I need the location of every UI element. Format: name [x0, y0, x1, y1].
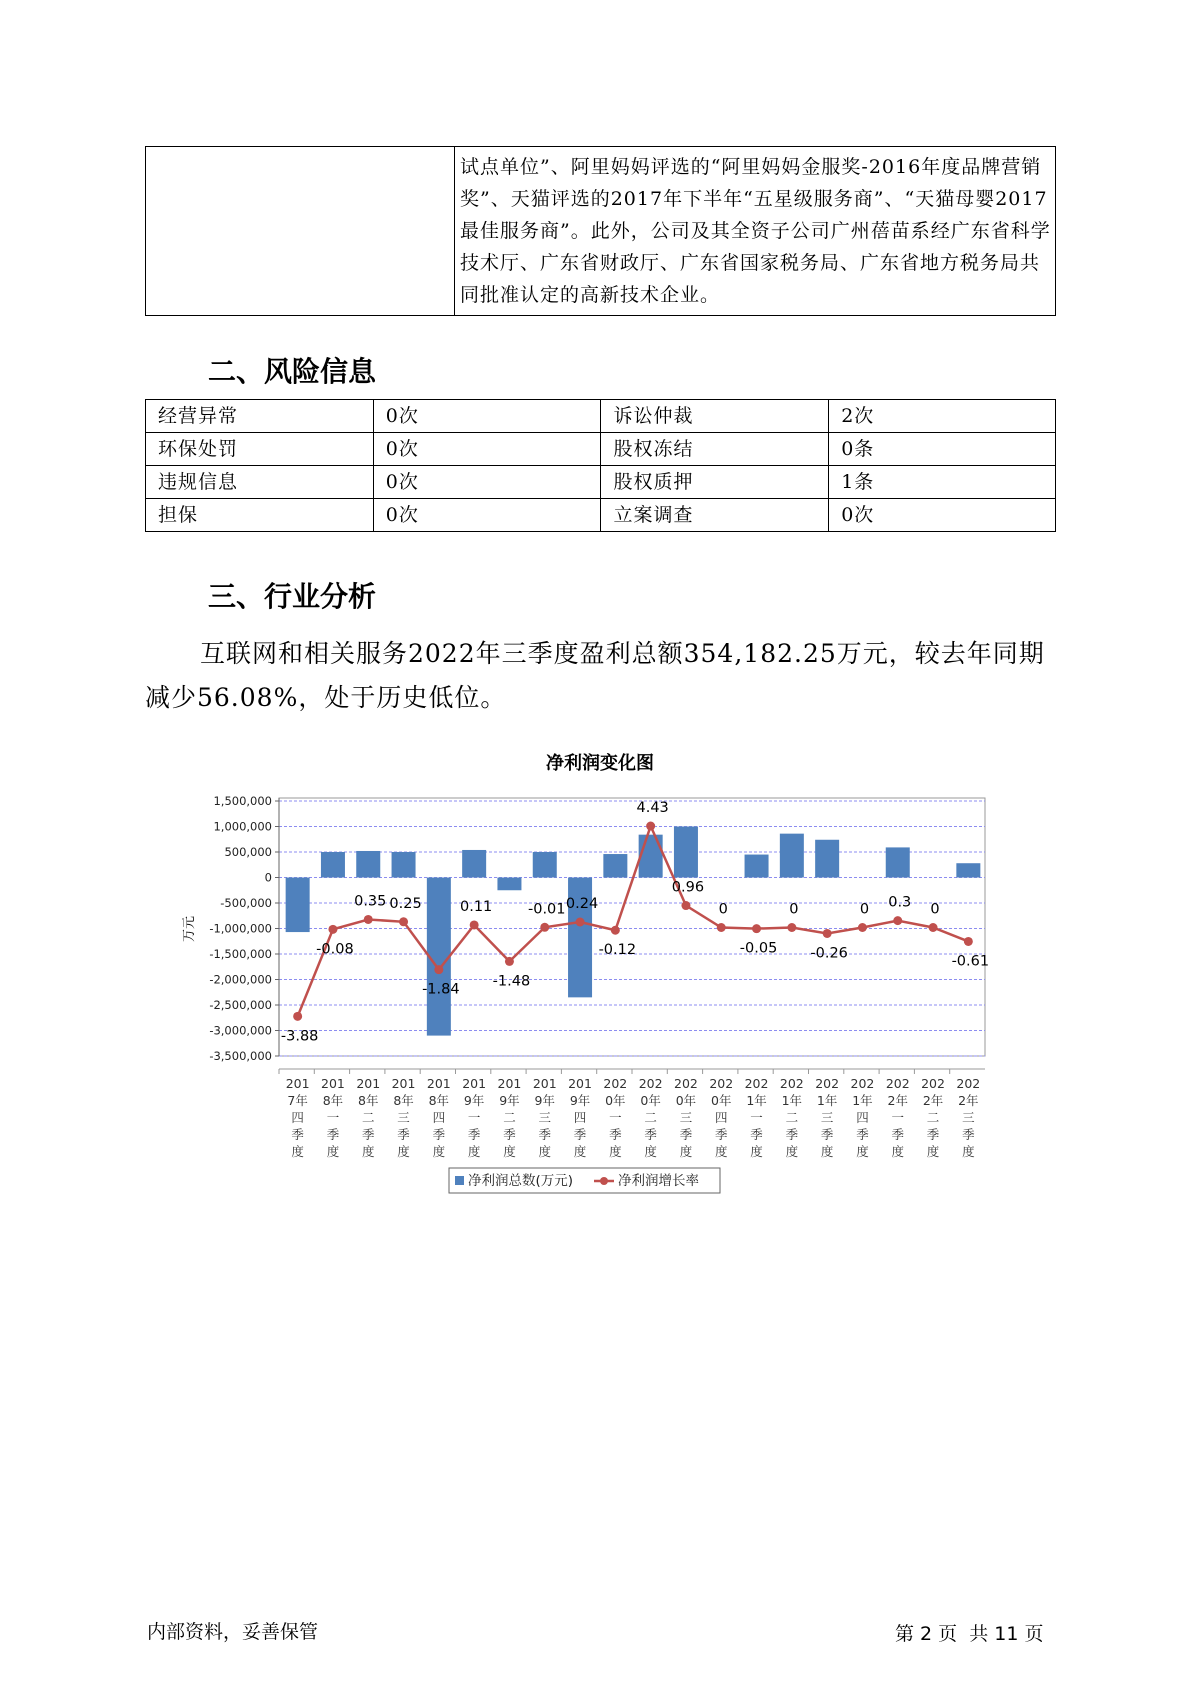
intro-table	[145, 146, 1056, 316]
gridlines	[279, 801, 985, 1056]
bar	[321, 852, 345, 878]
x-tick-label: 季	[538, 1127, 552, 1142]
x-tick-label: 季	[609, 1127, 622, 1142]
x-tick-label: 度	[679, 1144, 693, 1159]
x-tick-label: 201	[532, 1076, 557, 1091]
left-tick-label: 1,000,000	[213, 819, 272, 834]
data-label: 0	[930, 901, 940, 918]
legend-label: 净利润增长率	[618, 1173, 699, 1189]
x-tick-label: 9年	[534, 1093, 555, 1108]
data-label: -1.84	[422, 981, 460, 998]
x-tick-label: 季	[291, 1127, 304, 1142]
x-tick-label: 二	[785, 1110, 799, 1125]
intro-table-empty-cell	[146, 147, 455, 316]
x-tick-label: 度	[820, 1144, 834, 1159]
bar-series	[286, 827, 981, 1036]
x-tick-label: 8年	[428, 1093, 450, 1108]
x-tick-label: 三	[679, 1110, 693, 1125]
x-tick-label: 一	[467, 1110, 481, 1125]
data-label: -0.26	[810, 945, 848, 962]
bar	[886, 847, 910, 877]
x-tick-label: 度	[962, 1144, 975, 1159]
x-tick-label: 度	[291, 1144, 304, 1159]
x-tick-label: 三	[397, 1110, 410, 1125]
x-axis-labels	[279, 1069, 980, 1159]
x-tick-label: 度	[326, 1144, 340, 1159]
x-tick-label: 一	[609, 1110, 622, 1125]
x-tick-label: 度	[361, 1144, 375, 1159]
x-tick-label: 202	[885, 1076, 910, 1091]
x-tick-label: 1年	[781, 1093, 803, 1108]
x-tick-label: 201	[462, 1076, 487, 1091]
risk-item-label: 诉讼仲裁	[601, 400, 829, 433]
x-tick-label: 一	[326, 1110, 340, 1125]
x-tick-label: 季	[856, 1127, 869, 1142]
section-title-industry: 三、行业分析	[208, 580, 377, 613]
risk-item-value: 2次	[829, 400, 1056, 433]
data-label: -3.88	[280, 1028, 319, 1045]
left-tick-label: 1,500,000	[213, 794, 272, 808]
x-tick-label: 四	[714, 1110, 728, 1125]
bar	[286, 878, 310, 933]
data-label: -0.01	[527, 901, 566, 918]
x-tick-label: 一	[891, 1110, 905, 1125]
line-point	[717, 923, 726, 932]
left-tick-label: -3,000,000	[209, 1023, 272, 1038]
risk-item-label: 股权质押	[601, 466, 829, 499]
line-point	[576, 918, 585, 927]
x-tick-label: 季	[820, 1127, 834, 1142]
x-tick-label: 季	[573, 1127, 587, 1142]
x-tick-label: 201	[356, 1076, 381, 1091]
x-tick-label: 二	[503, 1110, 516, 1125]
line-point	[505, 957, 514, 966]
data-label: 0.11	[460, 898, 493, 915]
data-label: 0	[789, 901, 799, 918]
bar	[674, 827, 698, 878]
x-tick-label: 二	[644, 1110, 657, 1125]
data-label: -0.61	[951, 953, 990, 970]
x-tick-label: 季	[361, 1127, 375, 1142]
risk-info-table	[145, 399, 1056, 532]
footer-left: 内部资料，妥善保管	[147, 1621, 319, 1643]
x-tick-label: 202	[709, 1076, 734, 1091]
bar	[745, 855, 769, 878]
x-tick-label: 季	[750, 1127, 763, 1142]
x-tick-label: 度	[714, 1144, 728, 1159]
footer-page-number: 第 2 页 共 11 页	[895, 1623, 1044, 1645]
x-tick-label: 度	[538, 1144, 552, 1159]
line-point	[540, 923, 549, 932]
line-point	[646, 822, 655, 831]
x-tick-label: 1年	[852, 1093, 873, 1108]
x-tick-label: 季	[503, 1127, 516, 1142]
x-tick-label: 度	[785, 1144, 799, 1159]
risk-row	[146, 400, 1056, 433]
risk-row	[146, 433, 1056, 466]
risk-item-value: 0次	[829, 499, 1056, 532]
x-tick-label: 2年	[922, 1093, 944, 1108]
line-point	[470, 920, 479, 929]
bar	[639, 835, 663, 878]
x-tick-label: 201	[321, 1076, 345, 1091]
left-tick-label: 0	[264, 870, 272, 885]
x-tick-label: 季	[891, 1127, 905, 1142]
bar	[956, 863, 980, 877]
x-tick-label: 1年	[816, 1093, 838, 1108]
left-tick-label: -1,500,000	[209, 947, 272, 961]
risk-item-value: 0条	[829, 433, 1056, 466]
left-tick-label: -2,500,000	[209, 998, 272, 1012]
x-tick-label: 7年	[287, 1093, 308, 1108]
x-tick-label: 0年	[640, 1093, 661, 1108]
risk-row	[146, 499, 1056, 532]
legend-label: 净利润总数(万元)	[468, 1173, 574, 1189]
line-point	[328, 925, 337, 934]
line-point	[752, 924, 761, 933]
x-tick-label: 度	[891, 1144, 905, 1159]
x-tick-label: 度	[609, 1144, 622, 1159]
chart-title: 净利润变化图	[546, 753, 654, 774]
plot-frame	[279, 798, 985, 1056]
risk-item-label: 股权冻结	[601, 433, 829, 466]
net-profit-chart	[170, 745, 990, 1205]
x-tick-label: 二	[926, 1110, 940, 1125]
x-tick-label: 度	[573, 1144, 587, 1159]
line-point	[858, 923, 867, 932]
bar	[815, 840, 839, 878]
x-tick-label: 0年	[675, 1093, 697, 1108]
line-point	[893, 916, 902, 925]
bar	[462, 850, 486, 878]
section-title-risk: 二、风险信息	[208, 355, 377, 388]
x-tick-label: 二	[361, 1110, 375, 1125]
x-tick-label: 四	[291, 1110, 304, 1125]
x-tick-label: 0年	[711, 1093, 732, 1108]
intro-table-text: 试点单位”、阿里妈妈评选的“阿里妈妈金服奖-2016年度品牌营销奖”、天猫评选的2017年下半年“五星级服务商”、“天猫母婴2017最佳服务商”。此外，公司及其全资子公司广州蓓苗系经广东省科学技术厅、广东省财政厅、广东省国家税务局、广东省地方税务局共同批准认定的高新技术企业。	[455, 147, 1056, 316]
bar	[497, 878, 521, 891]
x-tick-label: 202	[744, 1076, 769, 1091]
data-label: 0.3	[888, 894, 912, 911]
x-tick-label: 202	[956, 1076, 981, 1091]
x-tick-label: 季	[397, 1127, 410, 1142]
industry-paragraph: 互联网和相关服务2022年三季度盈利总额354,182.25万元，较去年同期减少56.08%，处于历史低位。	[145, 639, 1045, 712]
x-tick-label: 季	[467, 1127, 481, 1142]
x-tick-label: 8年	[358, 1093, 379, 1108]
x-tick-label: 季	[926, 1127, 940, 1142]
data-label: 0	[859, 901, 870, 918]
x-tick-label: 季	[679, 1127, 693, 1142]
data-label: -1.48	[492, 973, 531, 990]
chart-legend	[449, 1168, 720, 1193]
bar	[780, 834, 804, 878]
x-tick-label: 2年	[958, 1093, 979, 1108]
x-tick-label: 度	[750, 1144, 763, 1159]
x-tick-label: 201	[285, 1076, 310, 1091]
x-tick-label: 季	[644, 1127, 657, 1142]
line-point	[399, 917, 408, 926]
x-tick-label: 8年	[322, 1093, 344, 1108]
data-label: 0.25	[389, 895, 422, 912]
x-tick-label: 三	[962, 1110, 975, 1125]
x-tick-label: 度	[644, 1144, 657, 1159]
risk-item-value: 0次	[373, 433, 601, 466]
x-tick-label: 季	[962, 1127, 975, 1142]
data-label: 0	[718, 901, 728, 918]
data-label: 0.35	[354, 893, 387, 910]
risk-row	[146, 466, 1056, 499]
data-label: -0.05	[739, 940, 778, 957]
line-point	[964, 937, 973, 946]
line-point	[364, 915, 373, 924]
x-tick-label: 202	[674, 1076, 698, 1091]
data-label: 0.96	[671, 879, 705, 896]
risk-item-value: 0次	[373, 466, 601, 499]
x-tick-label: 度	[856, 1144, 869, 1159]
left-tick-label: -2,000,000	[209, 972, 272, 987]
x-tick-label: 度	[432, 1144, 446, 1159]
line-point	[823, 929, 832, 938]
x-tick-label: 季	[785, 1127, 799, 1142]
x-tick-label: 度	[467, 1144, 481, 1159]
x-tick-label: 202	[815, 1076, 840, 1091]
x-tick-label: 四	[573, 1110, 587, 1125]
x-tick-label: 202	[638, 1076, 663, 1091]
line-point	[929, 923, 938, 932]
x-tick-label: 202	[779, 1076, 804, 1091]
x-tick-label: 度	[397, 1144, 410, 1159]
x-tick-label: 0年	[605, 1093, 626, 1108]
bar	[603, 854, 627, 877]
x-tick-label: 季	[326, 1127, 340, 1142]
x-tick-label: 度	[926, 1144, 940, 1159]
left-tick-label: 500,000	[224, 845, 272, 859]
line-point	[434, 965, 443, 974]
line-data-labels	[281, 800, 989, 1044]
line-point	[681, 901, 690, 910]
x-tick-label: 三	[538, 1110, 552, 1125]
legend-swatch-bar	[455, 1176, 464, 1185]
risk-item-label: 经营异常	[146, 400, 374, 433]
legend-swatch-marker	[600, 1177, 608, 1185]
risk-item-label: 立案调查	[601, 499, 829, 532]
line-series	[293, 822, 973, 1021]
x-tick-label: 201	[391, 1076, 416, 1091]
risk-item-value: 1条	[829, 466, 1056, 499]
bar	[356, 851, 380, 878]
x-tick-label: 201	[426, 1076, 451, 1091]
x-tick-label: 201	[568, 1076, 592, 1091]
data-label: 4.43	[636, 800, 669, 817]
x-tick-label: 季	[714, 1127, 728, 1142]
x-tick-label: 四	[856, 1110, 869, 1125]
x-tick-label: 度	[503, 1144, 516, 1159]
data-label: -0.08	[316, 941, 354, 958]
left-y-axis	[209, 794, 279, 1063]
line-point	[611, 926, 620, 935]
x-tick-label: 9年	[569, 1093, 591, 1108]
risk-item-label: 担保	[146, 499, 374, 532]
x-tick-label: 四	[432, 1110, 446, 1125]
x-tick-label: 201	[497, 1076, 522, 1091]
data-label: -0.12	[598, 942, 637, 959]
x-tick-label: 一	[750, 1110, 763, 1125]
bar	[392, 852, 416, 878]
x-tick-label: 9年	[463, 1093, 485, 1108]
risk-item-label: 环保处罚	[146, 433, 374, 466]
left-axis-label: 万元	[182, 915, 197, 943]
risk-item-value: 0次	[373, 400, 601, 433]
x-tick-label: 8年	[393, 1093, 414, 1108]
data-label: 0.24	[565, 896, 599, 913]
x-tick-label: 9年	[499, 1093, 520, 1108]
x-tick-label: 三	[820, 1110, 834, 1125]
left-tick-label: -500,000	[220, 896, 272, 910]
risk-item-label: 违规信息	[146, 466, 374, 499]
line-point	[787, 923, 796, 932]
left-tick-label: -3,500,000	[209, 1049, 272, 1063]
x-tick-label: 季	[432, 1127, 446, 1142]
x-tick-label: 202	[603, 1076, 628, 1091]
risk-item-value: 0次	[373, 499, 601, 532]
x-tick-label: 2年	[887, 1093, 908, 1108]
left-tick-label: -1,000,000	[209, 921, 272, 936]
line-point	[293, 1012, 302, 1021]
x-tick-label: 202	[921, 1076, 945, 1091]
bar	[533, 852, 557, 878]
x-tick-label: 202	[850, 1076, 875, 1091]
x-tick-label: 1年	[746, 1093, 767, 1108]
